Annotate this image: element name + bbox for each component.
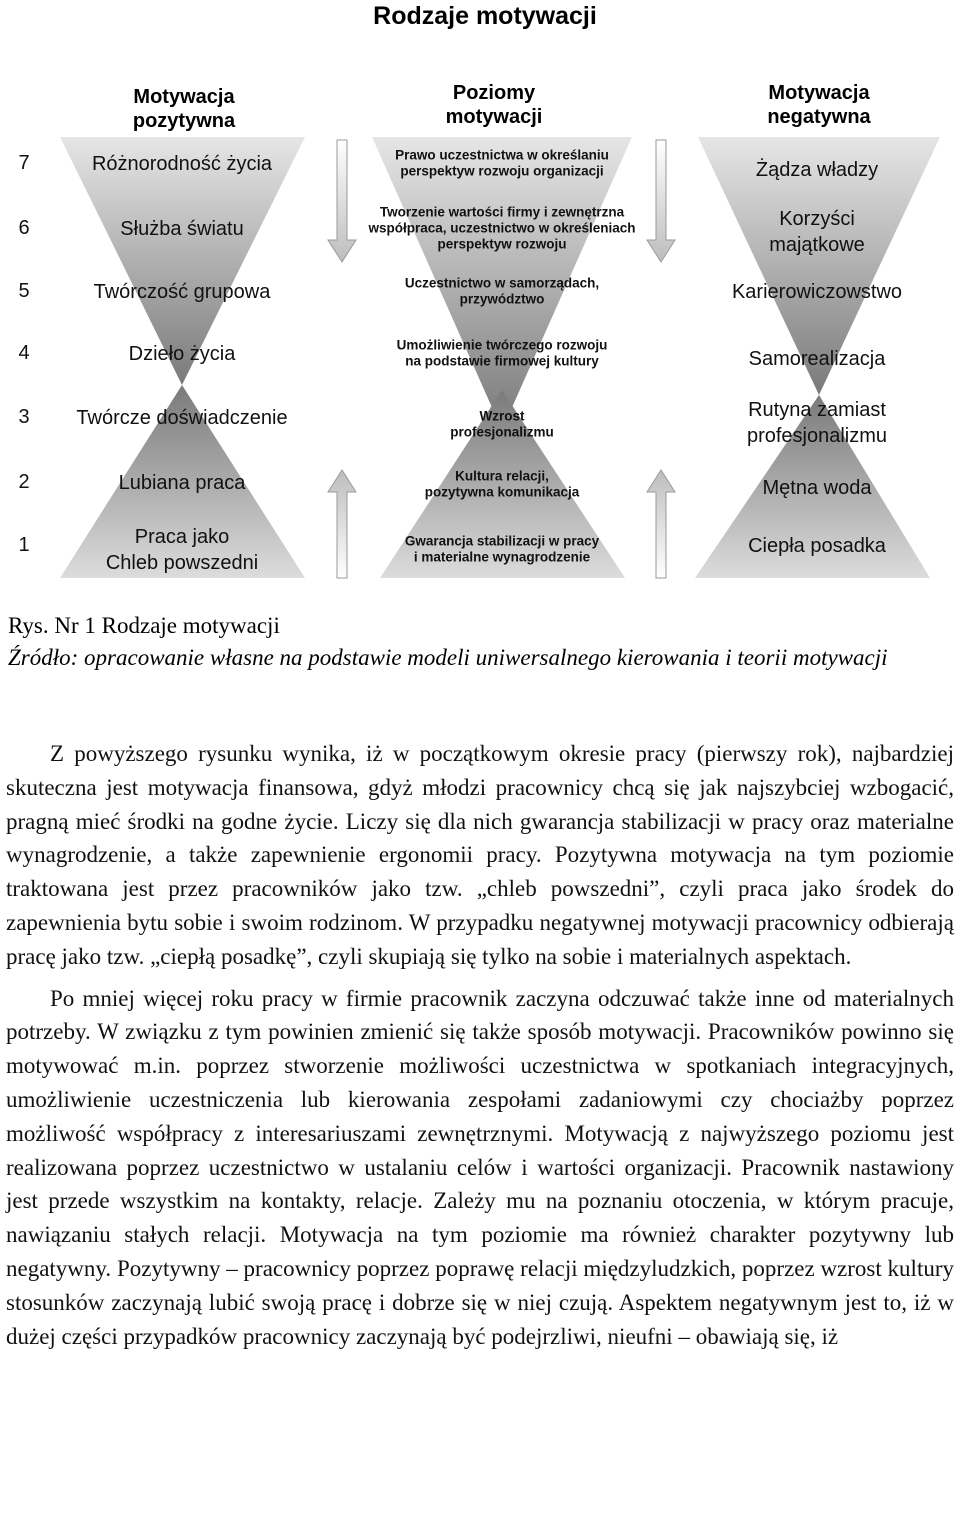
- caption-source: Źródło: opracowanie własne na podstawie modeli uniwersalnego kierowania i teorii motywacji: [8, 645, 888, 670]
- arrow-down-right: [647, 140, 675, 262]
- levels-header-line-2: motywacji: [445, 106, 543, 128]
- level-number: 1: [18, 534, 30, 556]
- level-numbers: [18, 152, 29, 556]
- negative-level-label: Samorealizacja: [748, 348, 886, 370]
- level-number: 7: [18, 152, 30, 174]
- motivation-level-label: Kultura relacji,: [455, 468, 549, 484]
- levels-header-line-1: Poziomy: [452, 82, 536, 104]
- negative-header-line-2: negatywna: [767, 106, 871, 128]
- positive-level-label: Lubiana praca: [118, 472, 246, 494]
- positive-level-label: Twórczość grupowa: [93, 281, 271, 303]
- positive-level-label: Służba światu: [120, 218, 244, 240]
- negative-level-label: Mętna woda: [762, 477, 872, 499]
- motivation-level-label: Gwarancja stabilizacji w pracy: [404, 533, 600, 549]
- positive-level-label: Dzieło życia: [128, 343, 236, 365]
- motivation-level-label: na podstawie firmowej kultury: [405, 353, 599, 369]
- body-text: [6, 737, 954, 1353]
- motivation-level-label: perspektyw rozwoju organizacji: [400, 163, 604, 179]
- figure-caption: [8, 610, 953, 674]
- motivation-figure: [0, 0, 960, 605]
- motivation-level-label: współpraca, uczestnictwo w określeniach: [368, 220, 636, 236]
- positive-level-label: Praca jako: [134, 526, 230, 548]
- positive-header-line-2: pozytywna: [132, 110, 236, 132]
- positive-level-label: Twórcze doświadczenie: [76, 407, 288, 429]
- motivation-level-label: Tworzenie wartości firmy i zewnętrzna: [379, 204, 625, 220]
- motivation-level-label: i materialne wynagrodzenie: [413, 549, 591, 565]
- level-number: 4: [18, 342, 30, 364]
- paragraph-2: Po mniej więcej roku pracy w firmie pracownik zaczyna odczuwać także inne od materialnych potrzeby. W związku z tym powinien zmienić się także sposób motywacji. Pracowników powinno się motywować m.in. poprzez stworzenie możliwości uczestnictwa w spotkaniach integracyjnych, umożliwienie uczestniczenia lub kierowania zespołami zadaniowymi czy chociażby poprzez możliwość współpracy z interesariuszami zewnętrznymi. Motywacją z najwyższego poziomu jest realizowana poprzez uczestnictwo w ustalaniu celów i wartości organizacji. Pracownik nastawiony jest przede wszystkim na kontakty, relacje. Zależy mu na poznaniu otoczenia, w którym pracuje, nawiązaniu stałych relacji. Motywacja na tym poziomie ma również charakter pozytywny lub negatywny. Pozytywny – pracownicy poprzez poprawę relacji międzyludzkich, poprzez wzrost kultury stosunków zaczynają lubić swoją pracę i dobrze się w niej czują. Aspektem negatywnym jest to, iż w dużej części przypadków pracownicy zaczynają być podejrzliwi, nieufni – obawiają się, iż: [6, 985, 954, 1349]
- motivation-level-label: perspektyw rozwoju: [437, 236, 567, 252]
- level-number: 2: [18, 471, 30, 493]
- caption-label: Rys. Nr 1 Rodzaje motywacji: [8, 613, 280, 638]
- negative-level-label: Żądza władzy: [755, 159, 879, 181]
- motivation-level-label: Wzrost: [479, 408, 525, 424]
- level-number: 5: [18, 280, 30, 302]
- arrow-down-left: [328, 140, 356, 262]
- negative-level-label: Korzyści: [779, 208, 855, 230]
- arrow-up-left: [328, 470, 356, 578]
- paragraph-1: Z powyższego rysunku wynika, iż w początkowym okresie pracy (pierwszy rok), najbardziej skuteczna jest motywacja finansowa, gdyż młodzi pracownicy chcą się jak najszybciej wzbogacić, pragną mieć środki na godne życie. Liczy się dla nich gwarancja stabilizacji w pracy oraz materialne wynagrodzenie, a także zapewnienie ergonomii pracy. Pozytywna motywacja na tym poziomie traktowana jest przez pracowników jako tzw. „chleb powszedni”, czyli praca jako środek do zapewnienia bytu sobie i swoim rodzinom. W przypadku negatywnej motywacji pracownicy odbierają pracę jako tzw. „ciepłą posadkę”, czyli skupiają się tylko na sobie i materialnych aspektach.: [6, 741, 954, 969]
- negative-level-label: Rutyna zamiast: [748, 399, 886, 421]
- level-number: 3: [18, 406, 30, 428]
- negative-header-line-1: Motywacja: [768, 82, 870, 104]
- motivation-level-label: Umożliwienie twórczego rozwoju: [396, 337, 608, 353]
- motivation-diagram: [0, 0, 960, 605]
- level-number: 6: [18, 217, 30, 239]
- motivation-level-label: przywództwo: [459, 291, 545, 307]
- arrow-up-right: [647, 470, 675, 578]
- motivation-level-label: pozytywna komunikacja: [424, 484, 580, 500]
- motivation-level-label: profesjonalizmu: [450, 424, 554, 440]
- negative-level-label: profesjonalizmu: [746, 425, 888, 447]
- motivation-level-label: Uczestnictwo w samorządach,: [404, 275, 600, 291]
- negative-level-label: Ciepła posadka: [748, 535, 886, 557]
- positive-level-label: Różnorodność życia: [91, 153, 273, 175]
- figure-title: Rodzaje motywacji: [373, 2, 597, 30]
- negative-level-label: majątkowe: [769, 234, 865, 256]
- positive-header-line-1: Motywacja: [133, 86, 235, 108]
- positive-level-label: Chleb powszedni: [105, 552, 259, 574]
- negative-level-label: Karierowiczowstwo: [731, 281, 903, 303]
- motivation-level-label: Prawo uczestnictwa w określaniu: [395, 147, 609, 163]
